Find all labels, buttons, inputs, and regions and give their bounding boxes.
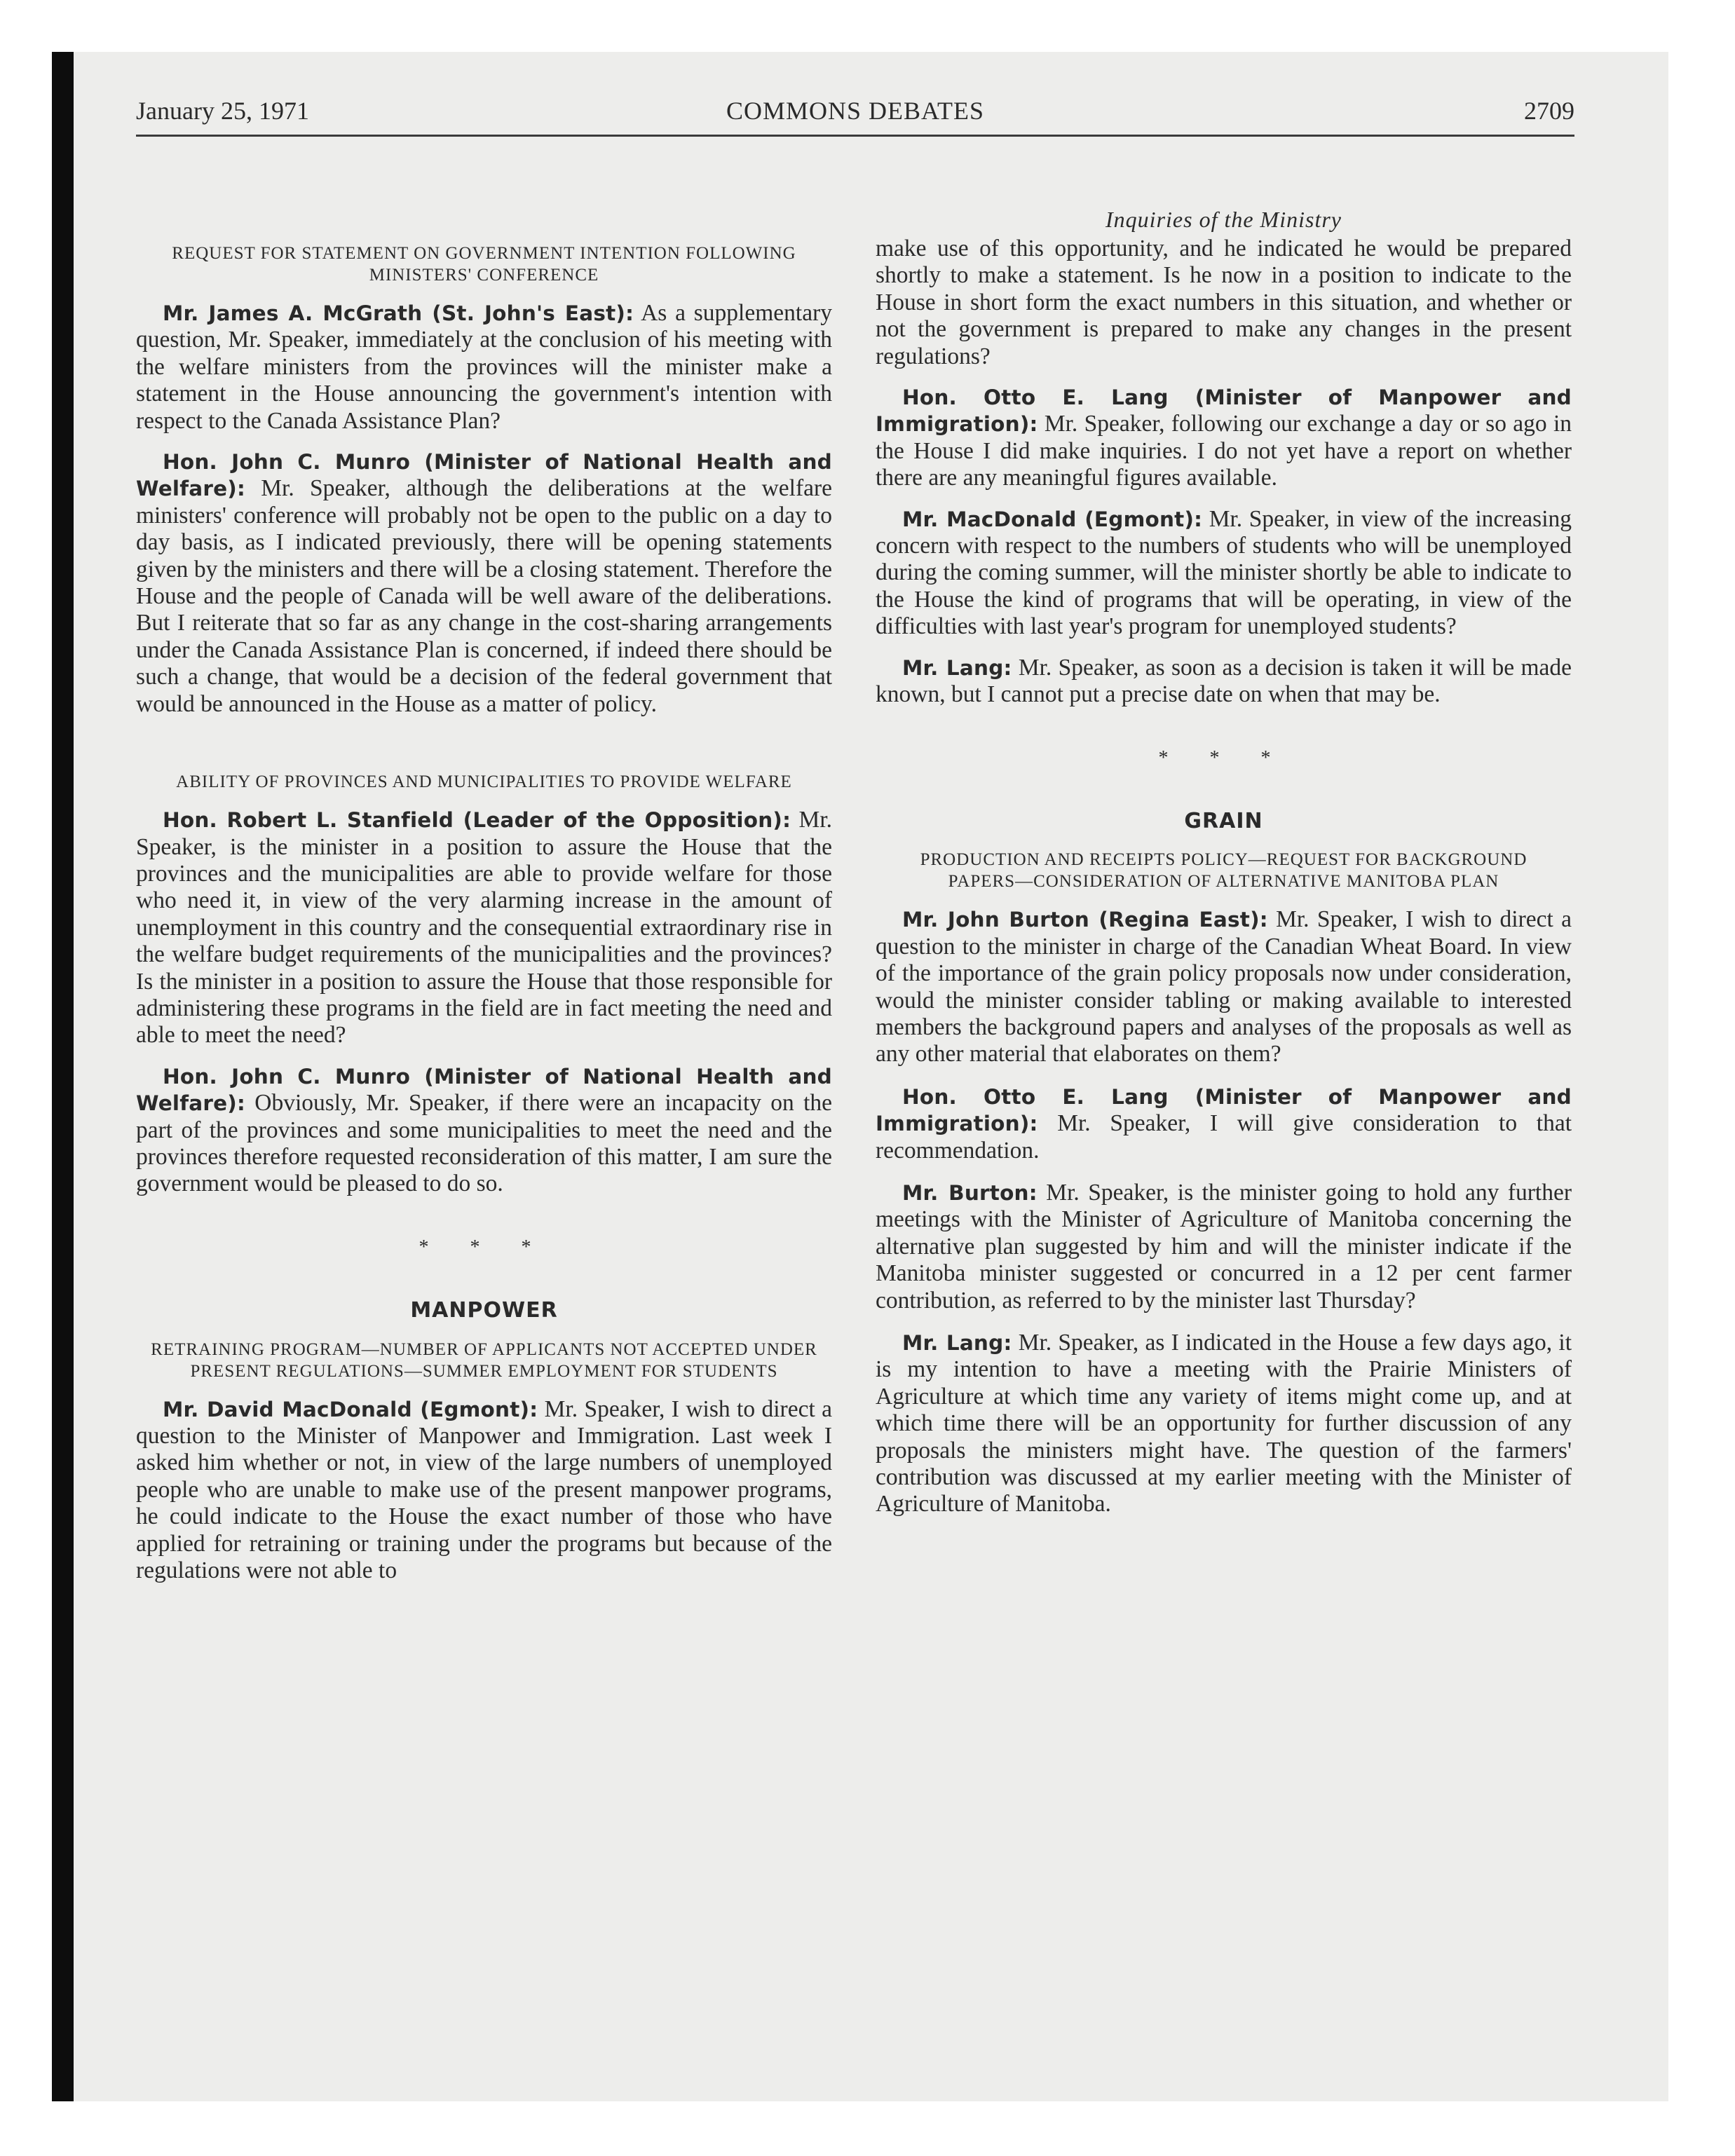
right-column bbox=[876, 147, 1572, 1518]
section-heading: REQUEST FOR STATEMENT ON GOVERNMENT INTENTION FOLLOWING MINISTERS' CONFERENCE bbox=[172, 244, 796, 285]
page-number: 2709 bbox=[1524, 97, 1574, 125]
speech-text: Mr. Speaker, I wish to direct a question to the Minister of Manpower and Immigration. Last week I asked him whether or not, in view of the large numbers of unemployed people who are unable to make use of the present manpower programs, he could indicate to the House the exact number of those who have applied for retraining or training under the programs but because of the regulations were not able to bbox=[136, 1396, 833, 1584]
speech-text: Mr. Speaker, as I indicated in the House a few days ago, it is my intention to have a meeting with the Prairie Ministers of Agriculture at which time any variety of items might come up, and at which time there will be an opportunity for further discussion of any proposals the ministers might have. The question of the farmers' contribution was discussed at my earlier meeting with the Minister of Agriculture of Manitoba. bbox=[876, 1330, 1572, 1517]
speech bbox=[876, 1084, 1572, 1164]
speech bbox=[876, 906, 1572, 1067]
section-separator: * * * bbox=[419, 1236, 550, 1258]
speech-text: Mr. Speaker, is the minister going to hold any further meetings with the Minister of Agriculture of Manitoba concerning the alternative plan suggested by him and will the minister indicate if the Manitoba minister suggested or concurred in a 12 per cent farmer contribution, as referred to by the minister last Thursday? bbox=[876, 1179, 1572, 1314]
subject-heading: MANPOWER bbox=[410, 1298, 558, 1323]
section-separator: * * * bbox=[1158, 746, 1289, 769]
section-heading: PRODUCTION AND RECEIPTS POLICY—REQUEST FOR BACKGROUND PAPERS—CONSIDERATION OF ALTERNATIVE MANITOBA PLAN bbox=[920, 850, 1528, 892]
speech-text: Mr. Speaker, following our exchange a day or so ago in the House I did make inquiries. I do not yet have a report on whether there are any meaningful figures available. bbox=[876, 411, 1572, 491]
speech bbox=[136, 807, 832, 1049]
speaker-name: Hon. John C. Munro (Minister of National Health and Welfare): bbox=[136, 450, 832, 501]
speaker-name: Mr. John Burton (Regina East): bbox=[902, 908, 1268, 932]
speaker-name: Mr. James A. McGrath (St. John's East): bbox=[163, 301, 634, 325]
speech-continuation: make use of this opportunity, and he indicated he would be prepared shortly to make a statement. Is he now in a position to indicate to the House in short form the exact numbers in this situation, and whether or not the government is prepared to make any changes in the present regulations? bbox=[876, 236, 1572, 369]
speech-text: Obviously, Mr. Speaker, if there were an incapacity on the part of the provinces and some municipalities to meet the need and the provinces therefore requested reconsideration of this matter, I am sure the government would be pleased to do so. bbox=[136, 1090, 832, 1197]
binding-edge bbox=[52, 52, 74, 2101]
speech bbox=[876, 1330, 1572, 1518]
page-header bbox=[136, 93, 1574, 137]
speech-text: Mr. Speaker, as soon as a decision is taken it will be made known, but I cannot put a precise date on when that may be. bbox=[876, 654, 1572, 708]
speaker-name: Mr. David MacDonald (Egmont): bbox=[163, 1397, 538, 1421]
speech-text: Mr. Speaker, in view of the increasing concern with respect to the numbers of students who will be unemployed during the coming summer, will the minister shortly be able to indicate to the House the kind of programs that will be operating, in view of the difficulties with last year's program for unemployed students? bbox=[876, 505, 1572, 640]
speech bbox=[136, 449, 832, 718]
speech-text: Mr. Speaker, although the deliberations at the welfare ministers' conference will probably not be open to the public on a day to day basis, as I indicated previously, there will be opening statements given by the ministers and there will be a closing statement. Therefore the House and the people of Canada will be well aware of the deliberations. But I reiterate that so far as any change in the cost-sharing arrangements under the Canada Assistance Plan is concerned, if indeed there should be such a change, that would be a decision of the federal government that would be announced in the House as a matter of policy. bbox=[136, 475, 833, 717]
speaker-name: Hon. Otto E. Lang (Minister of Manpower and Immigration): bbox=[876, 386, 1572, 437]
speech bbox=[136, 1063, 832, 1198]
subject-heading: GRAIN bbox=[1184, 808, 1263, 833]
speech bbox=[136, 1396, 832, 1585]
header-date: January 25, 1971 bbox=[136, 97, 309, 125]
header-title: COMMONS DEBATES bbox=[726, 97, 985, 125]
speech bbox=[876, 655, 1572, 709]
speaker-name: Hon. Otto E. Lang (Minister of Manpower and Immigration): bbox=[876, 1084, 1572, 1136]
speech-text: Mr. Speaker, is the minister in a position to assure the House that the provinces and the municipalities are able to provide welfare for those who need it, in view of the very alarming increase in the amount of unemployment in this country and the consequential extraordinary rise in the welfare budget requirements of the municipalities and the provinces? Is the minister in a position to assure the House that those responsible for administering these programs in the field are in fact meeting the need and able to meet the need? bbox=[136, 807, 833, 1049]
speaker-name: Mr. Burton: bbox=[902, 1180, 1037, 1205]
section-heading: RETRAINING PROGRAM—NUMBER OF APPLICANTS NOT ACCEPTED UNDER PRESENT REGULATIONS—SUMMER EMPLOYMENT FOR STUDENTS bbox=[151, 1339, 817, 1381]
speech bbox=[876, 1180, 1572, 1314]
section-heading: ABILITY OF PROVINCES AND MUNICIPALITIES TO PROVIDE WELFARE bbox=[176, 772, 792, 792]
speaker-name: Hon. John C. Munro (Minister of National Health and Welfare): bbox=[136, 1064, 832, 1116]
speech bbox=[876, 506, 1572, 641]
speech bbox=[136, 300, 832, 435]
left-column bbox=[136, 147, 832, 1584]
speaker-name: Mr. MacDonald (Egmont): bbox=[902, 507, 1203, 531]
speech bbox=[876, 384, 1572, 492]
speaker-name: Hon. Robert L. Stanfield (Leader of the Opposition): bbox=[163, 808, 791, 833]
running-head: Inquiries of the Ministry bbox=[1105, 207, 1342, 232]
speaker-name: Mr. Lang: bbox=[902, 655, 1012, 680]
speaker-name: Mr. Lang: bbox=[902, 1331, 1012, 1355]
speech-text: Mr. Speaker, I will give consideration to that recommendation. bbox=[876, 1110, 1572, 1164]
speech-text: As a supplementary question, Mr. Speaker, immediately at the conclusion of his meeting with the welfare ministers from the provinces will the minister make a statement in the House announcing the government's intention with respect to the Canada Assistance Plan? bbox=[136, 300, 832, 434]
speech-text: Mr. Speaker, I wish to direct a question to the minister in charge of the Canadian Wheat Board. In view of the importance of the grain policy proposals now under consideration, would the minister consider tabling or making available to interested members the background papers and analyses of the proposals as well as any other material that elaborates on them? bbox=[876, 906, 1572, 1067]
